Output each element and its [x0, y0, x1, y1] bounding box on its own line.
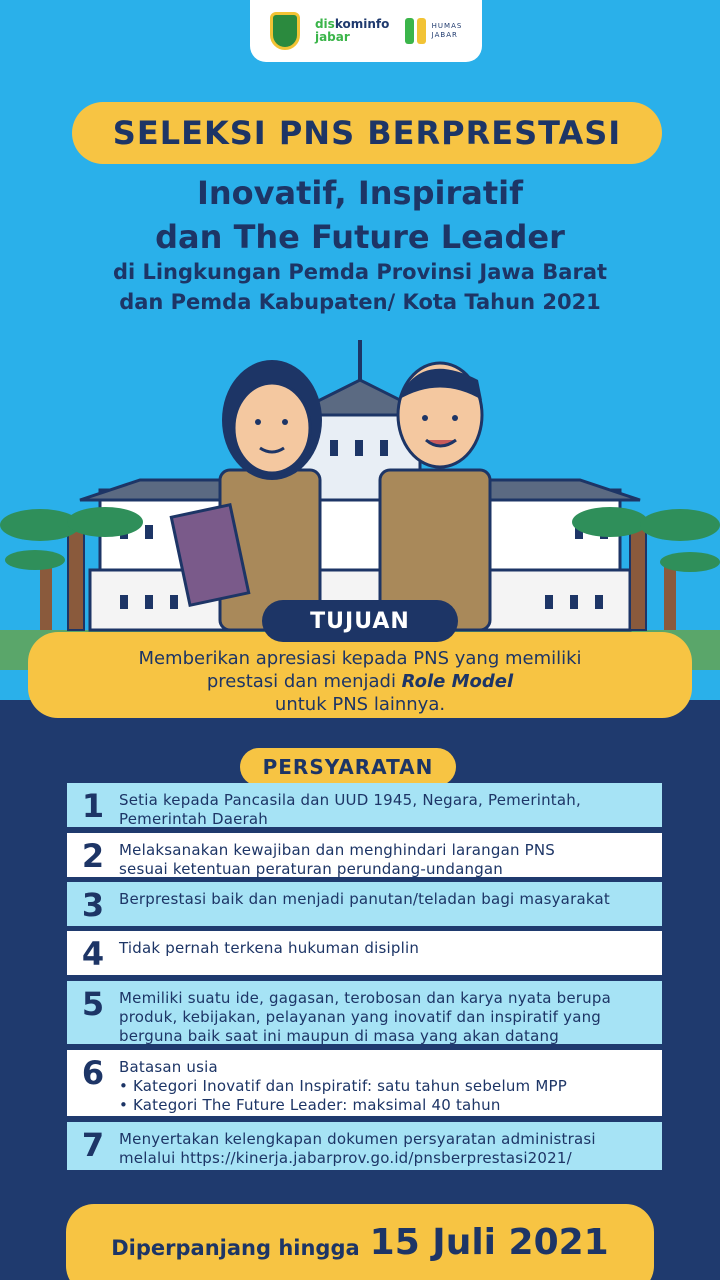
humas-jabar-logo: HUMAS JABAR: [405, 18, 463, 44]
diskominfo-logo: diskominfo jabar: [314, 17, 390, 44]
headline-line1: Inovatif, Inspiratif: [196, 174, 524, 212]
humas-mark-icon: [405, 18, 427, 44]
jabar-crest-logo: [270, 12, 300, 50]
tujuan-label: TUJUAN: [262, 600, 458, 642]
subheadline-line2: dan Pemda Kabupaten/ Kota Tahun 2021: [119, 290, 601, 314]
deadline-prefix: Diperpanjang hingga: [111, 1236, 360, 1260]
requirement-6: 6 Batasan usia • Kategori Inovatif dan Inspiratif: satu tahun sebelum MPP • Kategori The Future Leader: maksimal 40 tahun: [67, 1050, 662, 1116]
deadline-date: 15 Juli 2021: [369, 1222, 609, 1263]
title-banner: SELEKSI PNS BERPRESTASI: [72, 102, 662, 164]
requirement-7: 7 Menyertakan kelengkapan dokumen persyaratan administrasi melalui https://kinerja.jabarprov.go.id/pnsberprestasi2021/: [67, 1122, 662, 1170]
requirement-4: 4 Tidak pernah terkena hukuman disiplin: [67, 931, 662, 975]
requirement-5: 5 Memiliki suatu ide, gagasan, terobosan dan karya nyata berupa produk, kebijakan, pelayanan yang inovatif dan inspiratif yang berguna baik saat ini maupun di masa yang akan datang: [67, 981, 662, 1044]
persyaratan-label: PERSYARATAN: [240, 748, 456, 786]
requirement-3: 3 Berprestasi baik dan menjadi panutan/teladan bagi masyarakat: [67, 882, 662, 926]
headline-line2: dan The Future Leader: [155, 218, 565, 256]
gedung-sate-building: [80, 340, 640, 630]
logo-bar: [250, 0, 482, 62]
tujuan-box: Memberikan apresiasi kepada PNS yang memiliki prestasi dan menjadi Role Model untuk PNS lainnya.: [28, 632, 692, 718]
subheadline-line1: di Lingkungan Pemda Provinsi Jawa Barat: [112, 260, 608, 284]
requirement-1: 1 Setia kepada Pancasila dan UUD 1945, Negara, Pemerintah, Pemerintah Daerah: [67, 783, 662, 827]
deadline-banner: [66, 1204, 654, 1280]
requirement-2: 2 Melaksanakan kewajiban dan menghindari larangan PNS sesuai ketentuan peraturan perundang-undangan: [67, 833, 662, 877]
